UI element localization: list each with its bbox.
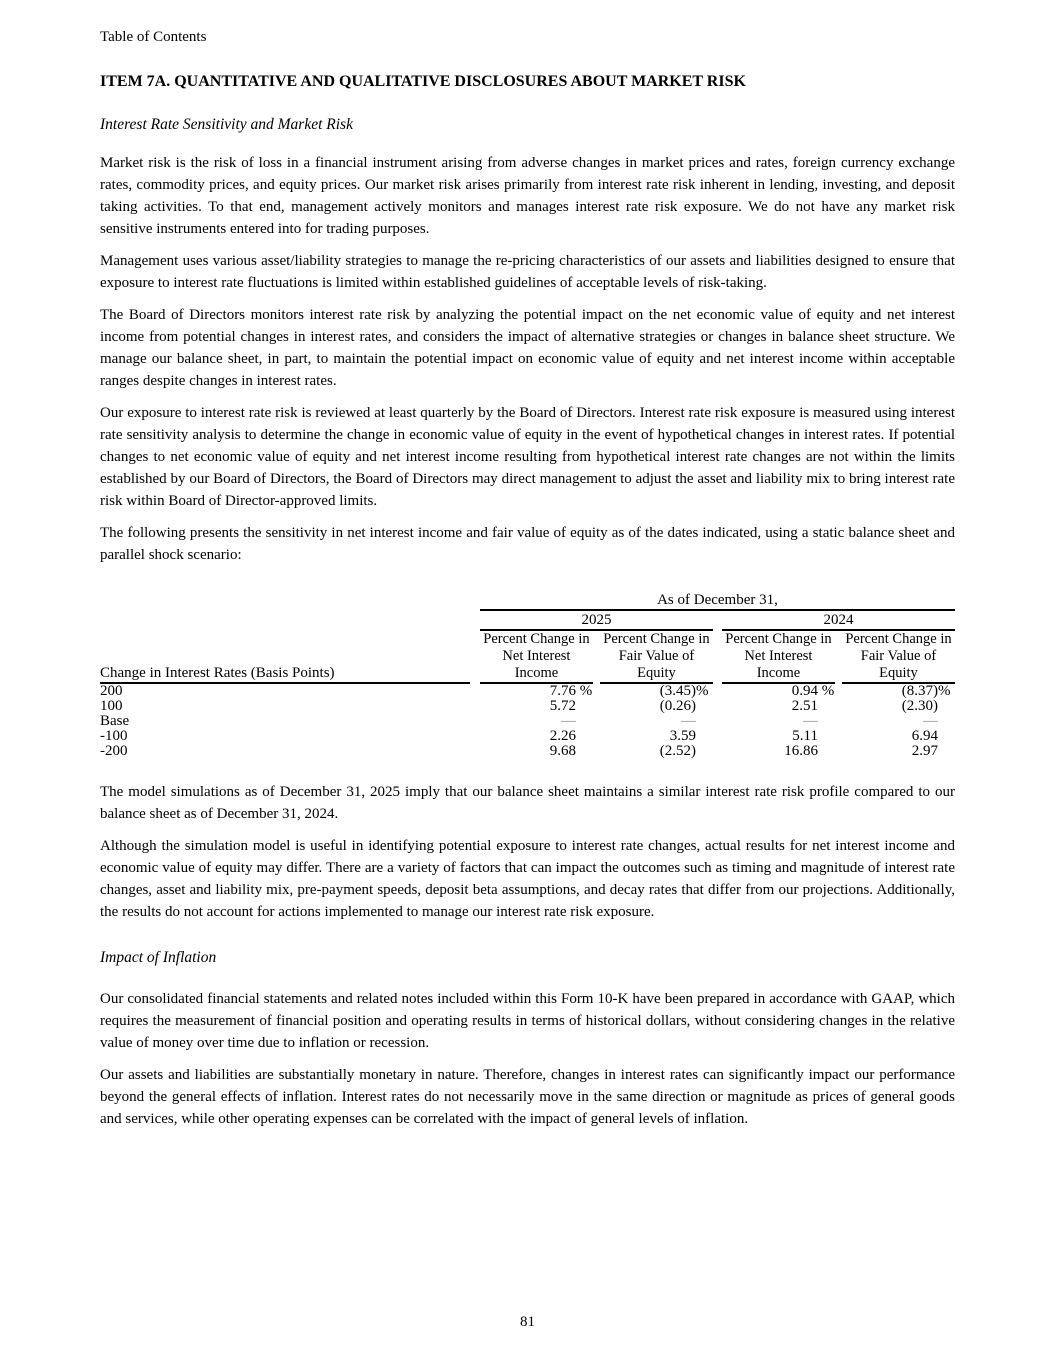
table-cell: 0.94 % bbox=[791, 683, 835, 699]
paragraph-market-risk: Market risk is the risk of loss in a financial instrument arising from adverse changes in market prices and rates, foreign currency exchange rates, commodity prices, and equity prices. Our market risk arises primarily from interest rate risk inherent in lending, investing, and deposit taking activities. To that end, management actively monitors and manages interest rate risk exposure. We do not have any market risk sensitive instruments entered into for trading purposes. bbox=[100, 155, 955, 237]
section-title-interest-rate: Interest Rate Sensitivity and Market Risk bbox=[100, 116, 353, 133]
sensitivity-table bbox=[100, 591, 955, 759]
table-cell: 5.72 bbox=[549, 698, 576, 714]
rate-change-label: -100 bbox=[100, 728, 128, 744]
table-cell: (0.26) bbox=[659, 698, 696, 714]
rate-change-label: -200 bbox=[100, 743, 128, 759]
paragraph-table-intro: The following presents the sensitivity in net interest income and fair value of equity as of the dates indicated, using a static balance sheet and parallel shock scenario: bbox=[100, 525, 955, 563]
table-cell: — bbox=[923, 713, 938, 729]
paragraph-management-strategies: Management uses various asset/liability strategies to manage the re-pricing characteristics of our assets and liabilities designed to ensure that exposure to interest rate fluctuations is limited within established guidelines of acceptable levels of risk-taking. bbox=[100, 253, 955, 291]
year-2024-header: 2024 bbox=[722, 610, 955, 630]
column-header-fve-2024: Percent Change in Fair Value of Equity bbox=[842, 630, 955, 683]
table-row bbox=[100, 699, 955, 714]
table-cell: 3.59 bbox=[669, 728, 696, 744]
paragraph-monetary-nature: Our assets and liabilities are substantially monetary in nature. Therefore, changes in interest rates can significantly impact our performance beyond the general effects of inflation. Interest rates do not necessarily move in the same direction or magnitude as prices of general goods and services, while other operating expenses can be correlated with the impact of general levels of inflation. bbox=[100, 1067, 955, 1127]
breadcrumb: Table of Contents bbox=[100, 29, 207, 45]
table-cell: — bbox=[560, 713, 576, 729]
table-cell: 5.11 bbox=[792, 728, 818, 744]
paragraph-simulation-caveats: Although the simulation model is useful in identifying potential exposure to interest rate changes, actual results for net interest income and economic value of equity may differ. There are a variety of factors that can impact the outcomes such as timing and magnitude of interest rate changes, asset and liability mix, pre-payment speeds, deposit beta assumptions, and decay rates that differ from our projections. Additionally, the results do not account for actions implemented to manage our interest rate risk exposure. bbox=[100, 838, 955, 920]
table-cell: (3.45)% bbox=[659, 683, 709, 699]
table-cell: 16.86 bbox=[784, 743, 818, 759]
rate-change-label: Base bbox=[100, 713, 130, 729]
table-column-header-row bbox=[100, 630, 955, 683]
table-cell: (2.30) bbox=[901, 698, 938, 714]
paragraph-board-monitors: The Board of Directors monitors interest rate risk by analyzing the potential impact on the net economic value of equity and net interest income from potential changes in interest rates, and considers the impact of alternative strategies or changes in balance sheet structure. We manage our balance sheet, in part, to maintain the potential impact on economic value of equity and net interest income within acceptable ranges despite changes in interest rates. bbox=[100, 307, 955, 389]
table-span-header-row bbox=[100, 591, 955, 610]
table-cell: (2.52) bbox=[659, 743, 696, 759]
table-cell: — bbox=[680, 713, 696, 729]
table-cell: 2.51 bbox=[791, 698, 818, 714]
table-cell: 6.94 bbox=[911, 728, 938, 744]
column-header-nii-2024: Percent Change in Net Interest Income bbox=[722, 630, 835, 683]
table-cell: 7.76 % bbox=[549, 683, 593, 699]
year-2025-header: 2025 bbox=[480, 610, 713, 630]
table-row bbox=[100, 729, 955, 744]
table-year-header-row bbox=[100, 610, 955, 630]
paragraph-model-simulations: The model simulations as of December 31, 2025 imply that our balance sheet maintains a similar interest rate risk profile compared to our balance sheet as of December 31, 2024. bbox=[100, 784, 955, 822]
as-of-date-header: As of December 31, bbox=[480, 591, 955, 610]
column-header-nii-2025: Percent Change in Net Interest Income bbox=[480, 630, 593, 683]
table-cell: 2.26 bbox=[549, 728, 576, 744]
table-cell: 2.97 bbox=[911, 743, 938, 759]
rate-change-label: 100 bbox=[100, 698, 123, 714]
row-header-label: Change in Interest Rates (Basis Points) bbox=[100, 630, 470, 683]
section-title-inflation: Impact of Inflation bbox=[100, 949, 217, 966]
table-row bbox=[100, 744, 955, 759]
table-row bbox=[100, 683, 955, 699]
paragraph-exposure-review: Our exposure to interest rate risk is reviewed at least quarterly by the Board of Directors. Interest rate risk exposure is measured using interest rate sensitivity analysis to determine the change in economic value of equity in the event of hypothetical changes in interest rates. If potential changes to net economic value of equity and net interest income resulting from hypothetical interest rate changes are not within the limits established by our Board of Directors, the Board of Directors may direct management to adjust the asset and liability mix to bring interest rate risk within Board of Director-approved limits. bbox=[100, 405, 955, 509]
rate-change-label: 200 bbox=[100, 683, 123, 699]
paragraph-gaap-statements: Our consolidated financial statements and related notes included within this Form 10-K have been prepared in accordance with GAAP, which requires the measurement of financial position and operating results in terms of historical dollars, without considering changes in the relative value of money over time due to inflation or recession. bbox=[100, 991, 955, 1051]
table-row bbox=[100, 714, 955, 729]
table-cell: (8.37)% bbox=[901, 683, 951, 699]
column-header-fve-2025: Percent Change in Fair Value of Equity bbox=[600, 630, 713, 683]
page-title: ITEM 7A. QUANTITATIVE AND QUALITATIVE DISCLOSURES ABOUT MARKET RISK bbox=[100, 73, 746, 90]
sensitivity-table-wrapper bbox=[100, 591, 955, 759]
table-cell: 9.68 bbox=[549, 743, 576, 759]
page-number: 81 bbox=[520, 1314, 535, 1330]
table-cell: — bbox=[802, 713, 818, 729]
